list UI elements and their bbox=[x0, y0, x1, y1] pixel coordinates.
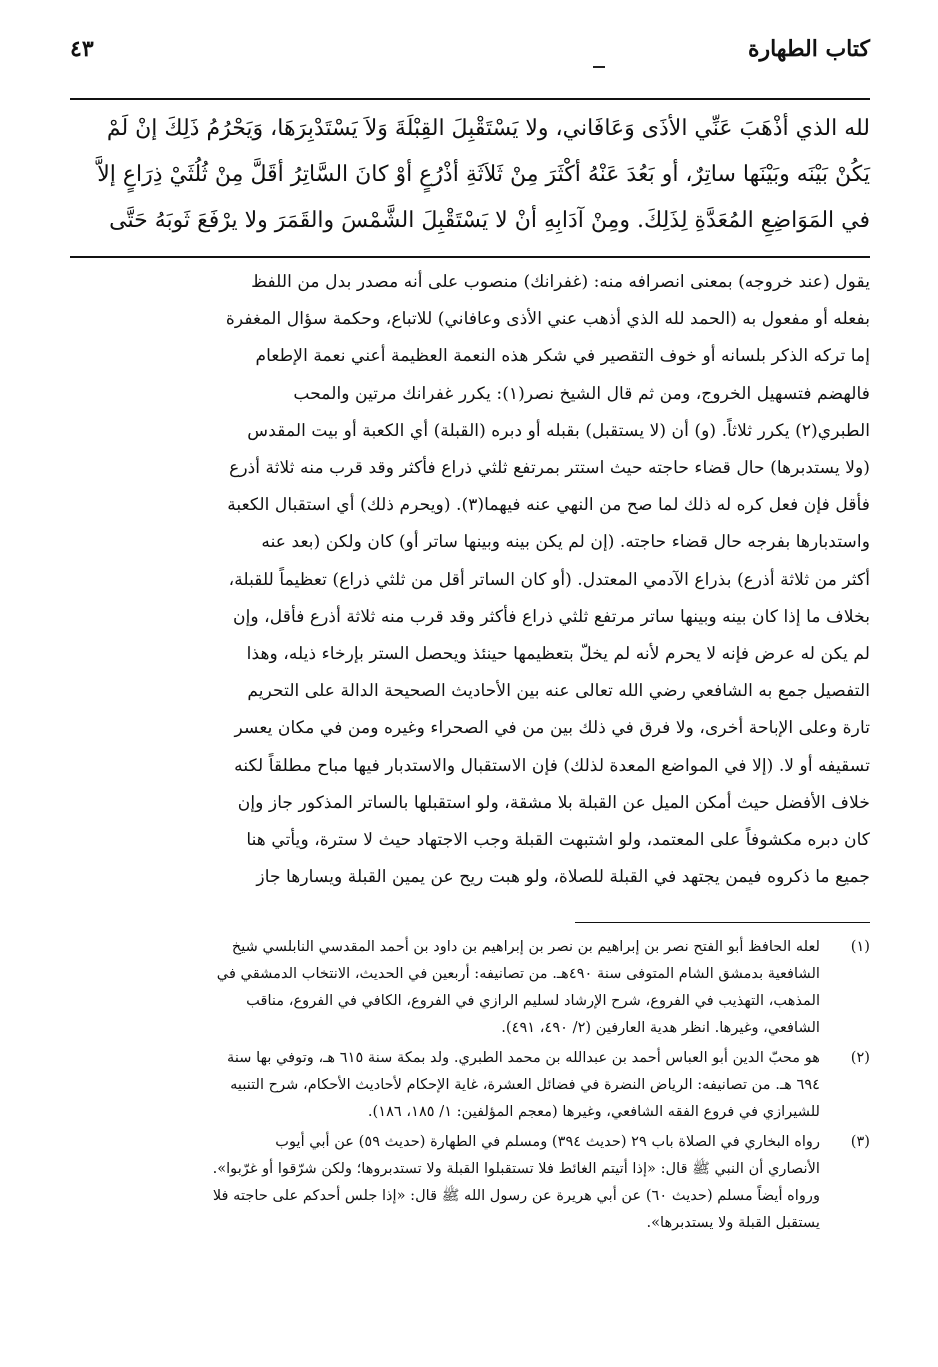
footnote-number: (١) bbox=[850, 938, 870, 956]
footnote-line: يستقبل القبلة ولا يستدبرها». bbox=[646, 1214, 820, 1232]
commentary-line: تسقيفه أو لا. (إلا في المواضع المعدة لذلك) فإن الاستقبال والاستدبار فيها مباح مطلقاً لكنه bbox=[234, 755, 870, 776]
footnote-number: (٢) bbox=[850, 1049, 870, 1067]
footnote-line: الأنصاري أن النبي ﷺ قال: «إذا أتيتم الغائط فلا تستقبلوا القبلة ولا تستدبروها؛ ولكن شرّقوا أو غرّبوا». bbox=[212, 1160, 820, 1178]
commentary-line: إما تركه الذكر بلسانه أو خوف التقصير في شكر هذه النعمة العظيمة أعني نعمة الإطعام bbox=[255, 346, 870, 367]
top-rule bbox=[70, 98, 870, 100]
footnote bbox=[70, 1128, 870, 1236]
footnotes bbox=[70, 933, 870, 1236]
commentary-line: لم يكن له عرض فإنه لا يحرم لأنه لم يخلّ بتعظيمها حينئذ ويحصل الستر بإرخاء ذيله، وهذا bbox=[246, 644, 870, 665]
page-header bbox=[70, 30, 870, 70]
book-page bbox=[70, 30, 870, 1239]
commentary-line: بخلاف ما إذا كان بينه وبينها ساتر مرتفع ثلثي ذراع فأكثر وقد قرب منه ثلاثة أذرع فأقل، وإن bbox=[233, 606, 870, 627]
commentary bbox=[70, 264, 870, 896]
commentary-line: واستدبارها بفرجه حال قضاء حاجته. (إن لم يكن بينه وبينها ساتر أو) كان ولكن (بعد عنه bbox=[261, 532, 870, 553]
footnote-line: رواه البخاري في الصلاة باب ٢٩ (حديث ٣٩٤) ومسلم في الطهارة (حديث ٥٩) عن أبي أيوب bbox=[275, 1133, 820, 1151]
commentary-line: خلاف الأفضل حيث أمكن الميل عن القبلة بلا مشقة، ولو استقبلها بالساتر المذكور جاز وإن bbox=[237, 792, 870, 813]
commentary-line: أكثر من ثلاثة أذرع) بذراع الآدمي المعتدل. (أو كان الساتر أقل من ثلثي ذراع) تعظيماً للقبلة، bbox=[228, 569, 870, 590]
main-text-line: في المَوَاضِعِ المُعَدَّةِ لِذَلِكَ. ومِنْ آدَابِهِ أنْ لا يَسْتَقْبِلَ الشَّمْسَ والقَمَرَ ولا يرْفَعَ ثَوبَهُ حَتَّى bbox=[109, 208, 870, 233]
footnote bbox=[70, 933, 870, 1041]
footnote-line: الشافعي، وغيرها. انظر هدية العارفين (٢/ ٤٩٠، ٤٩١). bbox=[501, 1019, 820, 1037]
footnote-line: ورواه أيضاً مسلم (حديث ٦٠) عن أبي هريرة عن رسول الله ﷺ قال: «إذا جلس أحدكم على حاجته فلا bbox=[212, 1187, 820, 1205]
header-mark bbox=[593, 66, 605, 68]
commentary-line: بفعله أو مفعول به (الحمد لله الذي أذهب عني الأذى وعافاني) للاتباع، وحكمة سؤال المغفرة bbox=[225, 309, 870, 330]
footnote-rule bbox=[575, 922, 870, 923]
footnote-text bbox=[70, 1128, 820, 1236]
footnote-number: (٣) bbox=[850, 1133, 870, 1151]
footnote-line: الشافعية بدمشق الشام المتوفى سنة ٤٩٠هـ. من تصانيفه: أربعين في الحديث، الانتخاب الدمشقي في bbox=[216, 965, 820, 983]
commentary-divider bbox=[70, 256, 870, 258]
commentary-line: التفصيل جمع به الشافعي رضي الله تعالى عنه بين الأحاديث الصحيحة الدالة على التحريم bbox=[247, 681, 870, 702]
footnote-line: للشيرازي في فروع الفقه الشافعي، وغيرها (معجم المؤلفين: ١/ ١٨٥، ١٨٦). bbox=[367, 1103, 820, 1121]
footnote-line: ٦٩٤ هـ. من تصانيفه: الرياض النضرة في فضائل العشرة، غاية الإحكام لأحاديث الأحكام، شرح التنبيه bbox=[230, 1076, 820, 1094]
commentary-line: يقول (عند خروجه) بمعنى انصرافه منه: (غفرانك) منصوب على أنه مصدر بدل من اللفظ bbox=[251, 272, 870, 292]
main-text-line: يَكُنْ بَيْنَه وبَيْنَها ساتِرٌ، أو بَعُدَ عَنْهُ أكْثَرَ مِنْ ثَلاَثَةِ أذْرُعٍ أوْ كانَ السَّاتِرُ أقَلَّ مِنْ ثُلُثَيْ ذِرَاعٍ إلاَّ bbox=[97, 162, 870, 187]
footnote bbox=[70, 1044, 870, 1125]
main-text bbox=[70, 106, 870, 244]
footnote-line: هو محبّ الدين أبو العباس أحمد بن عبدالله بن محمد الطبري. ولد بمكة سنة ٦١٥ هـ، وتوفي بها سنة bbox=[227, 1049, 820, 1067]
running-title: كتاب الطهارة bbox=[747, 36, 870, 62]
commentary-line: كان دبره مكشوفاً على المعتمد، ولو اشتبهت القبلة وجب الاجتهاد حيث لا سترة، ويأتي هنا bbox=[246, 830, 870, 851]
footnote-text bbox=[70, 1044, 820, 1125]
commentary-line: تارة وعلى الإباحة أخرى، ولا فرق في ذلك بين من في الصحراء وغيره ومن في مكان يعسر bbox=[234, 718, 870, 739]
page-number: ٤٣ bbox=[70, 36, 94, 62]
footnote-line: لعله الحافظ أبو الفتح نصر بن إبراهيم بن نصر بن إبراهيم بن داود بن أحمد المقدسي النابلسي شيخ bbox=[231, 938, 820, 956]
commentary-line: جميع ما ذكروه فيمن يجتهد في القبلة للصلاة، ولو هبت ريح عن يمين القبلة ويسارها جاز bbox=[256, 867, 870, 888]
footnote-text bbox=[70, 933, 820, 1041]
commentary-line: الطبري(٢) يكرر ثلاثاً. (و) أن (لا يستقبل) بقبله أو دبره (القبلة) أي الكعبة أو بيت المقدس bbox=[247, 420, 870, 441]
main-text-line: لله الذي أذْهَبَ عَنِّي الأذَى وَعَافَاني، ولا يَسْتَقْبِلَ القِبْلَةَ وَلاَ يَسْتَدْبِرَهَا، وَيَحْرُمُ ذَلِكَ إنْ لَمْ bbox=[106, 116, 870, 141]
commentary-line: (ولا يستدبرها) حال قضاء حاجته حيث استتر بمرتفع ثلثي ذراع فأكثر وقد قرب منه ثلاثة أذرع bbox=[229, 458, 870, 479]
commentary-line: فأقل فإن فعل كره له ذلك لما صح من النهي عنه فيهما(٣). (ويحرم ذلك) أي استقبال الكعبة bbox=[227, 495, 870, 516]
commentary-line: فالهضم فتسهيل الخروج، ومن ثم قال الشيخ نصر(١): يكرر غفرانك مرتين والمحب bbox=[293, 383, 870, 404]
footnote-line: المذهب، التهذيب في الفروع، شرح الإرشاد لسليم الرازي في الفروع، الكافي في الفروع، مناقب bbox=[246, 992, 820, 1010]
